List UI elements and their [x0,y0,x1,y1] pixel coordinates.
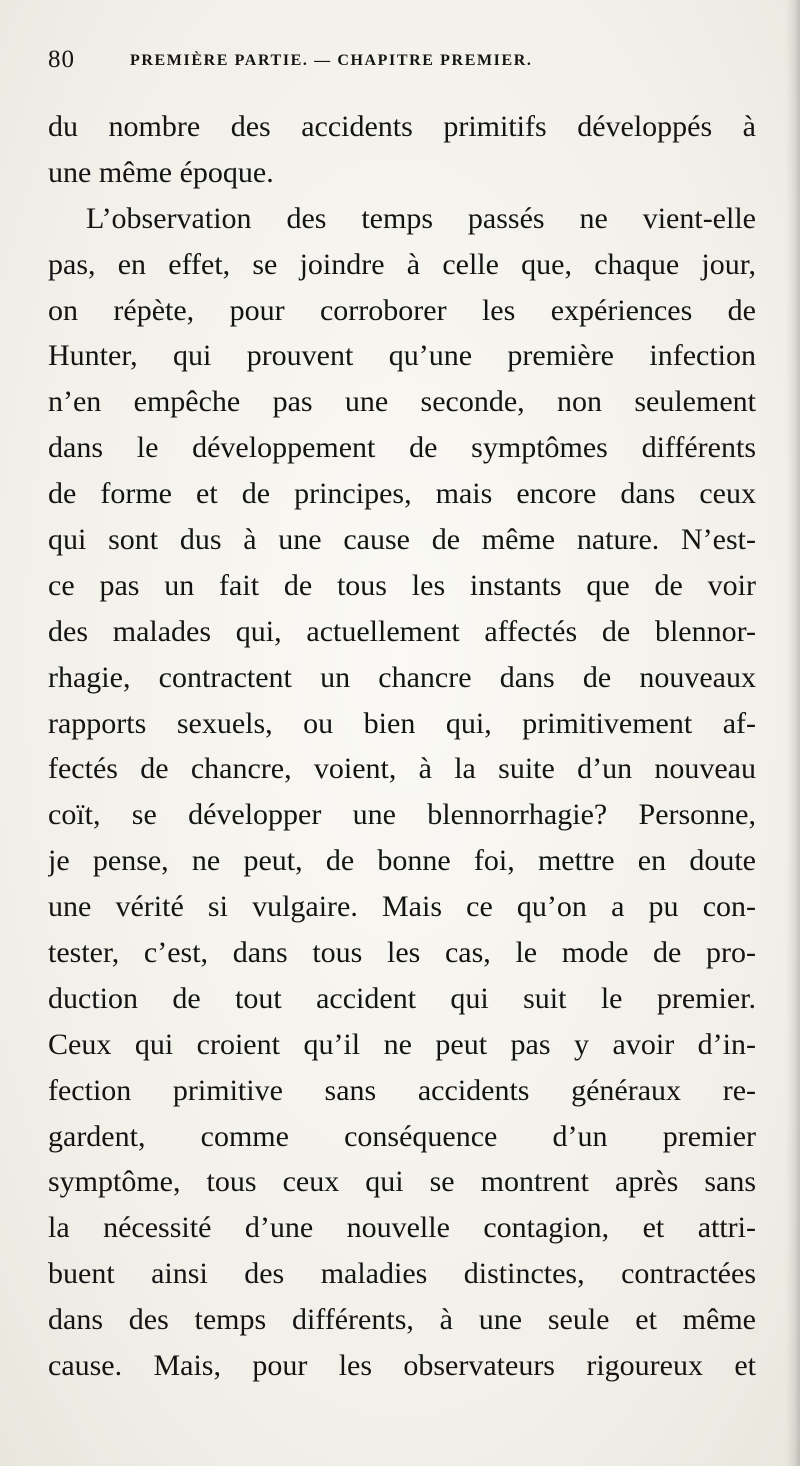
running-head: PREMIÈRE PARTIE. — CHAPITRE PREMIER. [130,52,533,69]
text-line: qui sont dus à une cause de même nature. N’est- [48,523,756,557]
text-line: tester, c’est, dans tous les cas, le mode de pro- [48,936,756,970]
text-line: duction de tout accident qui suit le premier. [48,981,756,1015]
text-line: une vérité si vulgaire. Mais ce qu’on a pu con- [48,890,756,924]
body-text [48,104,756,1389]
text-line: des malades qui, actuellement affectés de blennor- [48,614,756,648]
text-line: ce pas un fait de tous les instants que de voir [48,568,756,602]
text-line: gardent, comme conséquence d’un premier [48,1119,756,1153]
text-line: dans des temps différents, à une seule et même [48,1303,756,1337]
text-line: rhagie, contractent un chancre dans de nouveaux [48,660,756,694]
text-line: une même époque. [48,155,274,189]
text-line: cause. Mais, pour les observateurs rigoureux et [48,1349,756,1383]
text-line: dans le développement de symptômes différents [48,431,756,465]
text-line: fectés de chancre, voient, à la suite d’un nouveau [48,752,756,786]
text-line: je pense, ne peut, de bonne foi, mettre en doute [48,844,756,878]
text-line: Ceux qui croient qu’il ne peut pas y avoir d’in- [48,1027,756,1061]
text-line: la nécessité d’une nouvelle contagion, et attri- [48,1211,756,1245]
text-line: n’en empêche pas une seconde, non seulement [48,385,756,419]
text-line: symptôme, tous ceux qui se montrent après sans [48,1165,756,1199]
page-number: 80 [48,46,75,73]
text-line: Hunter, qui prouvent qu’une première infection [48,339,756,373]
page-gutter-shadow [786,0,800,1466]
text-line: L’observation des temps passés ne vient-elle [86,201,756,235]
text-line: coït, se développer une blennorrhagie? Personne, [48,798,756,832]
text-line: pas, en effet, se joindre à celle que, chaque jour, [48,247,756,281]
text-line: buent ainsi des maladies distinctes, contractées [48,1257,756,1291]
text-line: on répète, pour corroborer les expériences de [48,293,756,327]
text-line: fection primitive sans accidents généraux re- [48,1073,756,1107]
text-line: du nombre des accidents primitifs développés à [48,110,756,143]
text-line: de forme et de principes, mais encore dans ceux [48,477,756,511]
page-header [48,44,688,84]
text-line: rapports sexuels, ou bien qui, primitivement af- [48,706,756,740]
